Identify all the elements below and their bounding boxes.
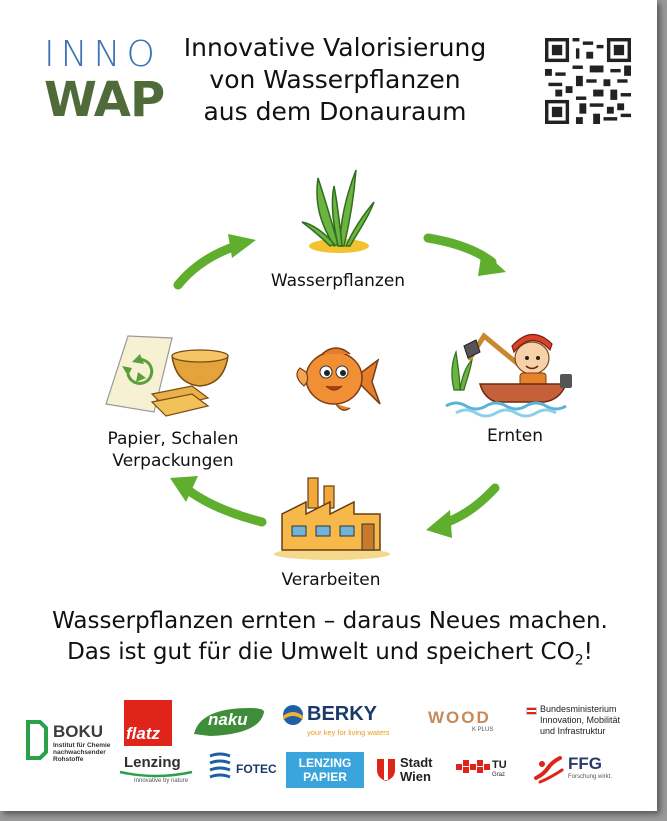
flatz-name: flatz <box>126 724 160 743</box>
berky-name: BERKY <box>307 703 378 725</box>
fotec-logo-icon <box>206 752 234 782</box>
lenzing-papier-line-1: LENZING <box>298 756 352 770</box>
tagline-line-2-text: Das ist gut für die Umwelt und speichert CO <box>67 639 575 665</box>
arrow-harvest-to-processing-head <box>426 510 452 538</box>
sponsor-boku[interactable] <box>26 720 116 780</box>
wood-subtitle: K PLUS <box>472 727 494 733</box>
tu-graz-line-1: TU <box>492 759 507 771</box>
bmimi-line-1: Bundesministerium <box>540 704 617 714</box>
tu-graz-logo-icon <box>456 760 490 780</box>
stadt-wien-name <box>400 756 433 784</box>
arrow-plants-to-harvest-head <box>478 250 506 276</box>
lenzing-papier-line-2: PAPIER <box>303 770 347 784</box>
label-products <box>78 428 268 472</box>
arrow-processing-to-products <box>188 490 262 522</box>
label-products-line-2: Verpackungen <box>112 451 234 471</box>
tagline-co2-subscript: 2 <box>574 652 584 669</box>
boku-logo-icon <box>26 720 48 760</box>
title-line-3: aus dem Donauraum <box>203 97 467 126</box>
sponsor-wood-kplus[interactable] <box>428 708 504 740</box>
bmimi-name <box>540 704 620 737</box>
boku-subtitle <box>53 742 110 763</box>
title-line-1: Innovative Valorisierung <box>183 33 487 62</box>
tu-graz-name <box>492 760 507 780</box>
boku-name: BOKU <box>53 722 104 741</box>
ffg-tagline: Forschung wirkt. <box>568 774 613 780</box>
innowap-logo-bottom-text: WAP <box>44 72 165 128</box>
water-plants-icon <box>294 166 384 256</box>
label-harvest: Ernten <box>486 426 544 446</box>
sponsor-fotec[interactable] <box>206 752 278 786</box>
tagline-line-2-suffix: ! <box>583 639 593 665</box>
stadt-wien-line-2: Wien <box>400 769 431 784</box>
sponsor-tu-graz[interactable] <box>456 758 516 784</box>
tagline <box>20 606 640 677</box>
tagline-line-2 <box>20 637 640 677</box>
lenzing-swoosh-icon <box>120 770 192 778</box>
sponsor-ffg[interactable] <box>534 752 624 788</box>
boku-sub-1: Institut für Chemie <box>53 742 111 749</box>
bmimi-line-2: Innovation, Mobilität <box>540 715 621 725</box>
sponsor-lenzing-papier[interactable] <box>286 752 364 788</box>
innowap-logo-top: INNO <box>44 34 161 75</box>
sponsor-naku[interactable] <box>190 704 268 740</box>
lenzing-name: Lenzing <box>124 754 181 771</box>
sponsor-bmimi[interactable] <box>526 704 646 744</box>
arrow-products-to-plants <box>178 246 236 285</box>
sponsor-berky[interactable] <box>282 704 422 740</box>
bmimi-line-3: und Infrastruktur <box>540 726 606 736</box>
naku-name: naku <box>208 710 248 729</box>
wien-shield-icon <box>376 758 396 782</box>
factory-icon <box>272 474 392 564</box>
boku-sub-2: nachwachsender <box>53 749 106 756</box>
lenzing-tagline: Innovative by nature <box>134 778 189 784</box>
austria-flag-icon <box>526 707 537 715</box>
label-water-plants: Wasserpflanzen <box>270 271 406 291</box>
tagline-line-1: Wasserpflanzen ernten – daraus Neues machen. <box>52 608 608 634</box>
title-line-2: von Wasserpflanzen <box>209 65 461 94</box>
berky-logo-icon <box>282 704 304 726</box>
products-icon <box>88 332 238 422</box>
berky-tagline: your key for living waters <box>307 728 390 737</box>
ffg-logo-icon <box>534 754 564 784</box>
sponsor-flatz[interactable] <box>124 700 172 746</box>
arrow-products-to-plants-head <box>228 234 256 258</box>
fish-mascot-icon <box>292 338 382 418</box>
wood-name: WOOD <box>428 708 491 727</box>
tu-graz-line-2: Graz <box>492 772 506 778</box>
sponsor-stadt-wien[interactable] <box>376 756 446 788</box>
ffg-name: FFG <box>568 754 602 773</box>
label-processing: Verarbeiten <box>281 570 381 590</box>
label-products-line-1: Papier, Schalen <box>107 429 239 449</box>
boku-sub-3: Rohstoffe <box>53 756 84 763</box>
fotec-name: FOTEC <box>236 762 277 776</box>
sponsor-lenzing[interactable] <box>120 752 192 788</box>
stadt-wien-line-1: Stadt <box>400 755 433 770</box>
harvest-boat-icon <box>440 318 580 418</box>
